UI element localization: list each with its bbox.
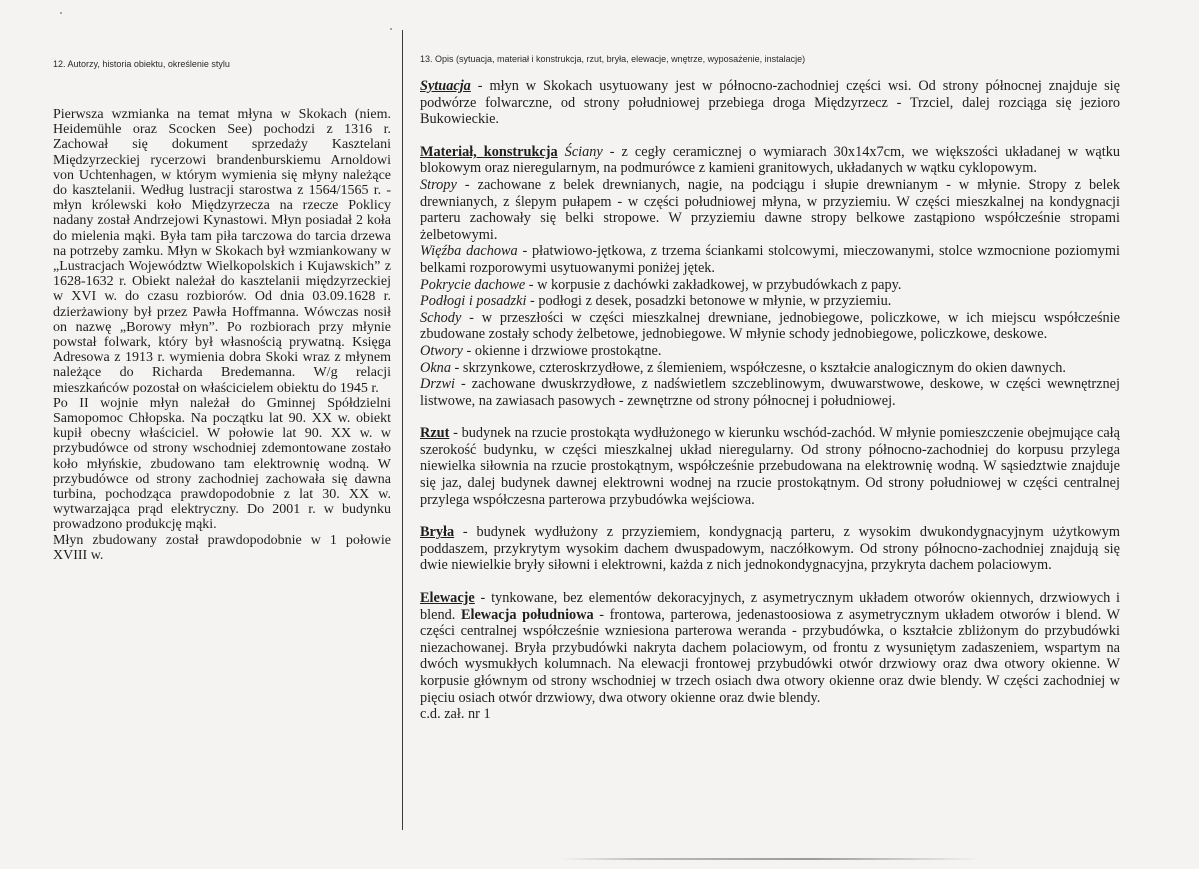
column-divider [402, 30, 403, 830]
term-label: Okna [420, 359, 451, 376]
term-text: - w przeszłości w części mieszkalnej drewniane, jednobiegowe, policzkowe, w ich miejscu współcześnie zbudowane zostały schody żelbetowe, jednobiegowe. W młynie schody jednobiegowe, policzkowe, deskowe. [420, 309, 1120, 343]
continuation-note: c.d. zał. nr 1 [420, 706, 491, 723]
section-text: - tynkowane, bez elementów dekoracyjnych, z asymetrycznym układem otworów okiennych, drzwiowych i blend. [420, 590, 1120, 623]
term-label: Ściany [564, 143, 603, 160]
term-text: - zachowane dwuskrzydłowe, z nadświetlem szczeblinowym, dwuwarstwowe, deskowe, w części wewnętrznej listwowe, na zawiasach pasowych - zewnętrzne od strony północnej i południowej. [420, 376, 1120, 409]
term-text: - skrzynkowe, czteroskrzydłowe, z ślemieniem, współczesne, o kształcie analogicznym do okien dawnych. [450, 359, 1066, 376]
term-label: Pokrycie dachowe [420, 276, 526, 293]
scan-edge-line [560, 858, 980, 860]
term-text: - okienne i drzwiowe prostokątne. [462, 342, 662, 359]
term-label: Schody [420, 309, 462, 326]
description-column [420, 78, 1120, 739]
term-label: Stropy [420, 176, 457, 193]
history-paragraph: Młyn zbudowany został prawdopodobnie w 1 połowie XVIII w. [53, 532, 391, 563]
term-label: Podłogi i posadzki [420, 293, 527, 310]
section-label: Materiał, konstrukcja [420, 143, 558, 160]
term-text: - w korpusie z dachówki zakładkowej, w przybudówkach z papy. [525, 276, 902, 293]
term-label: Więźba dachowa [420, 243, 518, 260]
term-label: Drzwi [420, 376, 455, 393]
right-column-header: 13. Opis (sytuacja, materiał i konstrukcja, rzut, bryła, elewacje, wnętrze, wyposażenie, instalacje) [420, 54, 806, 64]
term-label: Otwory [420, 342, 463, 359]
section-label: Sytuacja [420, 78, 471, 94]
section-elewacje [420, 590, 1120, 723]
section-label: Rzut [420, 425, 450, 442]
term-text: - z cegły ceramicznej o wymiarach 30x14x7cm, we większości układanej w wątku blokowym oraz nieregularnym, na podmurówce z kamieni granitowych, układanych w wątku cyklopowym. [420, 143, 1120, 177]
subsection-label: Elewacja południowa [460, 606, 594, 623]
history-column [53, 107, 391, 563]
section-material [420, 144, 1120, 410]
section-text: - budynek na rzucie prostokąta wydłużonego w kierunku wschód-zachód. W młynie pomieszczenie obejmujące całą szerokość budynku, w części mieszkalnej układ nieregularny. Od strony północno-zachodniej do korpusu przylega niewielka siłownia na rzucie prostokątnym, współcześnie przebudowana na elektrownię wodną. W sąsiedztwie znajduje się jaz, dalej budynek dawnej elektrowni wodnej na rzucie prostokątnym. Od strony południowej w części centralnej przylega współczesna parterowa przybudówka wejściowa. [420, 425, 1120, 508]
section-label: Bryła [420, 524, 455, 541]
section-label: Elewacje [420, 590, 475, 607]
term-text: - zachowane z belek drewnianych, nagie, na podciągu i słupie drewnianym - w młynie. Stropy z belek drewnianych, z ślepym pułapem - w części południowej młyna, w przyziemiu. W części mieszkalnej na kondygnacji parteru zachowały się belki stropowe. W przyziemiu dawne stropy belkowe zastąpiono współcześnie stropami żelbetowymi. [420, 176, 1120, 243]
section-text: - budynek wydłużony z przyziemiem, kondygnacją parteru, z wysokim dwukondygnacyjnym użytkowym poddaszem, przykrytym wysokim dachem dwuspadowym, naczółkowym. Od strony północno-zachodniej znajdują się dwie niewielkie bryły siłowni i elektrowni, każda z nich jednokondygnacyjna, przykryta dachem polaciowym. [420, 524, 1120, 574]
section-sytuacja [420, 78, 1120, 128]
section-text: - młyn w Skokach usytuowany jest w północno-zachodniej części wsi. Od strony północnej znajduje się podwórze folwarczne, od strony południowej przebiega droga Międzyrzecz - Trzciel, dalej rozciąga się jezioro Bukowieckie. [420, 78, 1120, 128]
section-rzut [420, 425, 1120, 508]
section-bryla [420, 524, 1120, 574]
term-text: - podłogi z desek, posadzki betonowe w młynie, w przyziemiu. [526, 293, 892, 310]
term-text: - płatwiowo-jętkowa, z trzema ściankami stolcowymi, mieczowanymi, stolce wzmocnione poziomymi belkami rozporowymi usytuowanymi poniżej jętek. [420, 243, 1121, 276]
history-paragraph: Po II wojnie młyn należał do Gminnej Spółdzielni Samopomoc Chłopska. Na początku lat 90. XX w. obiekt kupił obecny właściciel. W połowie lat 90. XX w. w przybudówce od strony wschodniej zdemontowane zostało koło młyńskie, zbudowano tam elektrownię wodną. W przybudówce od strony zachodniej zachowała się dawna turbina, pochodząca prawdopodobnie z lat 30. XX w. wytwarzająca prąd elektryczny. Do 2001 r. w budynku prowadzono produkcję mąki. [53, 395, 391, 533]
scan-speck [390, 28, 392, 30]
scan-speck [60, 12, 62, 14]
section-text: - frontowa, parterowa, jedenastoosiowa z asymetrycznym układem otworów i blend. W części centralnej współcześnie wzniesiona parterowa weranda - przybudówka, o kształcie zbliżonym do przybudówki niezachowanej. Bryła przybudówki nakryta dachem polaciowym, od frontu z wysuniętym zadaszeniem, wspartym na dwóch wysmukłych kolumnach. Na elewacji frontowej przybudówki otwór drzwiowy oraz dwa otwory okienne. W korpusie głównym od strony wschodniej w trzech osiach dwa otwory okienne oraz dwie blendy. W części zachodniej w pięciu osiach otwór drzwiowy, dwa otwory okienne oraz dwie blendy. [420, 606, 1120, 706]
history-paragraph: Pierwsza wzmianka na temat młyna w Skokach (niem. Heidemühle oraz Scocken See) pochodzi z 1316 r. Zachował się dokument sprzedaży Kasztelani Międzyrzeckiej rycerzowi brandenburskiemu Arnoldowi von Uchtenhagen, w którym wymienia się młyny należące do kasztelanii. Według lustracji starostwa z 1564/1565 r. - młyn królewski koło Międzyrzecza na rzecze Poklicy nadany został Andrzejowi Kynastowi. Młyn posiadał 2 koła do mielenia mąki. Była tam piła tarczowa do tarcia drzewa na potrzeby zamku. Młyn w Skokach był wzmiankowany w „Lustracjach Województw Wielkopolskich i Kujawskich” z 1628-1632 r. Obiekt należał do kasztelanii międzyrzeckiej w XVI w. do czasu rozbiorów. Od dnia 03.09.1628 r. dzierżawiony był przez Pawła Hoffmanna. Wówczas nosił on nazwę „Borowy młyn”. Po rozbiorach przy młynie powstał folwark, który był własnością prywatną. Księga Adresowa z 1913 r. wymienia dobra Skoki wraz z młynem należące do Richarda Bredemanna. W/g relacji mieszkańców pozostał on właścicielem obiektu do 1945 r. [53, 107, 391, 396]
left-column-header: 12. Autorzy, historia obiektu, określenie stylu [53, 59, 230, 69]
